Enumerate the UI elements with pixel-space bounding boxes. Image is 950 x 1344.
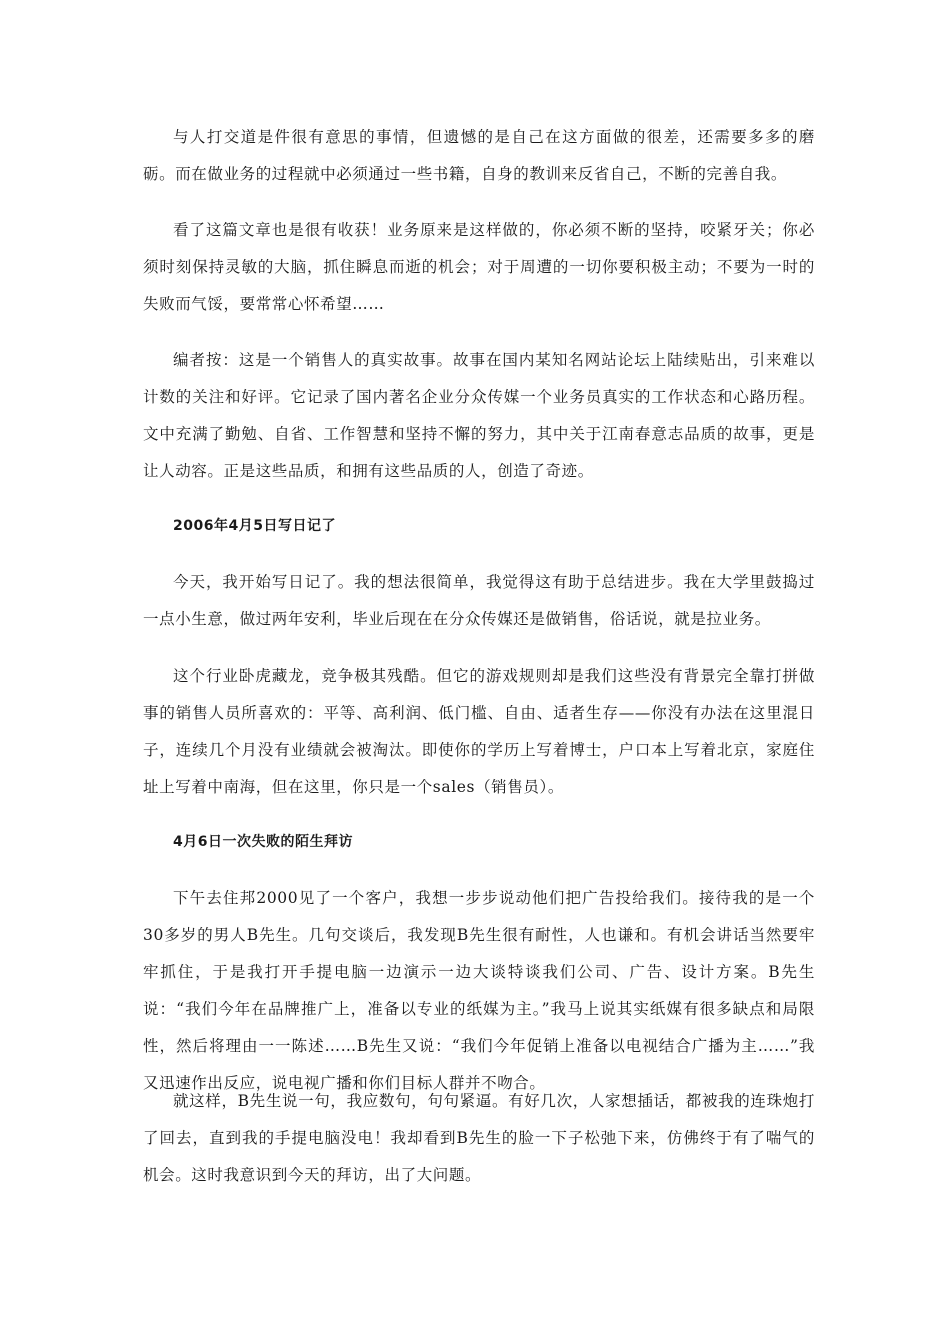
paragraph-intro: 与人打交道是件很有意思的事情，但遗憾的是自己在这方面做的很差，还需要多多的磨砺。而在做业务的过程就中必须通过一些书籍，自身的教训来反省自己，不断的完善自我。 xyxy=(143,128,815,183)
diary-heading-apr-6: 4月6日一次失败的陌生拜访 xyxy=(173,834,353,850)
paragraph-failure: 就这样，B先生说一句，我应数句，句句紧逼。有好几次，人家想插话，都被我的连珠炮打了回去，直到我的手提电脑没电！我却看到B先生的脸一下子松弛下来，仿佛终于有了喘气的机会。这时我意识到今天的拜访，出了大问题。 xyxy=(143,1092,815,1184)
paragraph-client-visit: 下午去住邦2000见了一个客户，我想一步步说动他们把广告投给我们。接待我的是一个30多岁的男人B先生。几句交谈后，我发现B先生很有耐性，人也谦和。有机会讲话当然要牢牢抓住，于是我打开手提电脑一边演示一边大谈特谈我们公司、广告、设计方案。B先生说：“我们今年在品牌推广上，准备以专业的纸媒为主。”我马上说其实纸媒有很多缺点和局限性，然后将理由一一陈述……B先生又说：“我们今年促销上准备以电视结合广播为主……”我又迅速作出反应，说电视广播和你们目标人群并不吻合。 xyxy=(143,889,815,1092)
paragraph-reflection: 看了这篇文章也是很有收获！业务原来是这样做的，你必须不断的坚持，咬紧牙关；你必须时刻保持灵敏的大脑，抓住瞬息而逝的机会；对于周遭的一切你要积极主动；不要为一时的失败而气馁，要常常心怀希望…… xyxy=(143,221,815,313)
diary-heading-apr-5: 2006年4月5日写日记了 xyxy=(173,518,336,534)
paragraph-start-diary: 今天，我开始写日记了。我的想法很简单，我觉得这有助于总结进步。我在大学里鼓捣过一点小生意，做过两年安利，毕业后现在在分众传媒还是做销售，俗话说，就是拉业务。 xyxy=(143,573,815,628)
paragraph-industry: 这个行业卧虎藏龙，竞争极其残酷。但它的游戏规则却是我们这些没有背景完全靠打拼做事的销售人员所喜欢的：平等、高利润、低门槛、自由、适者生存——你没有办法在这里混日子，连续几个月没有业绩就会被淘汰。即使你的学历上写着博士，户口本上写着北京，家庭住址上写着中南海，但在这里，你只是一个sales（销售员）。 xyxy=(143,667,815,796)
paragraph-editor-note: 编者按：这是一个销售人的真实故事。故事在国内某知名网站论坛上陆续贴出，引来难以计数的关注和好评。它记录了国内著名企业分众传媒一个业务员真实的工作状态和心路历程。文中充满了勤勉、自省、工作智慧和坚持不懈的努力，其中关于江南春意志品质的故事，更是让人动容。正是这些品质，和拥有这些品质的人，创造了奇迹。 xyxy=(143,351,815,480)
